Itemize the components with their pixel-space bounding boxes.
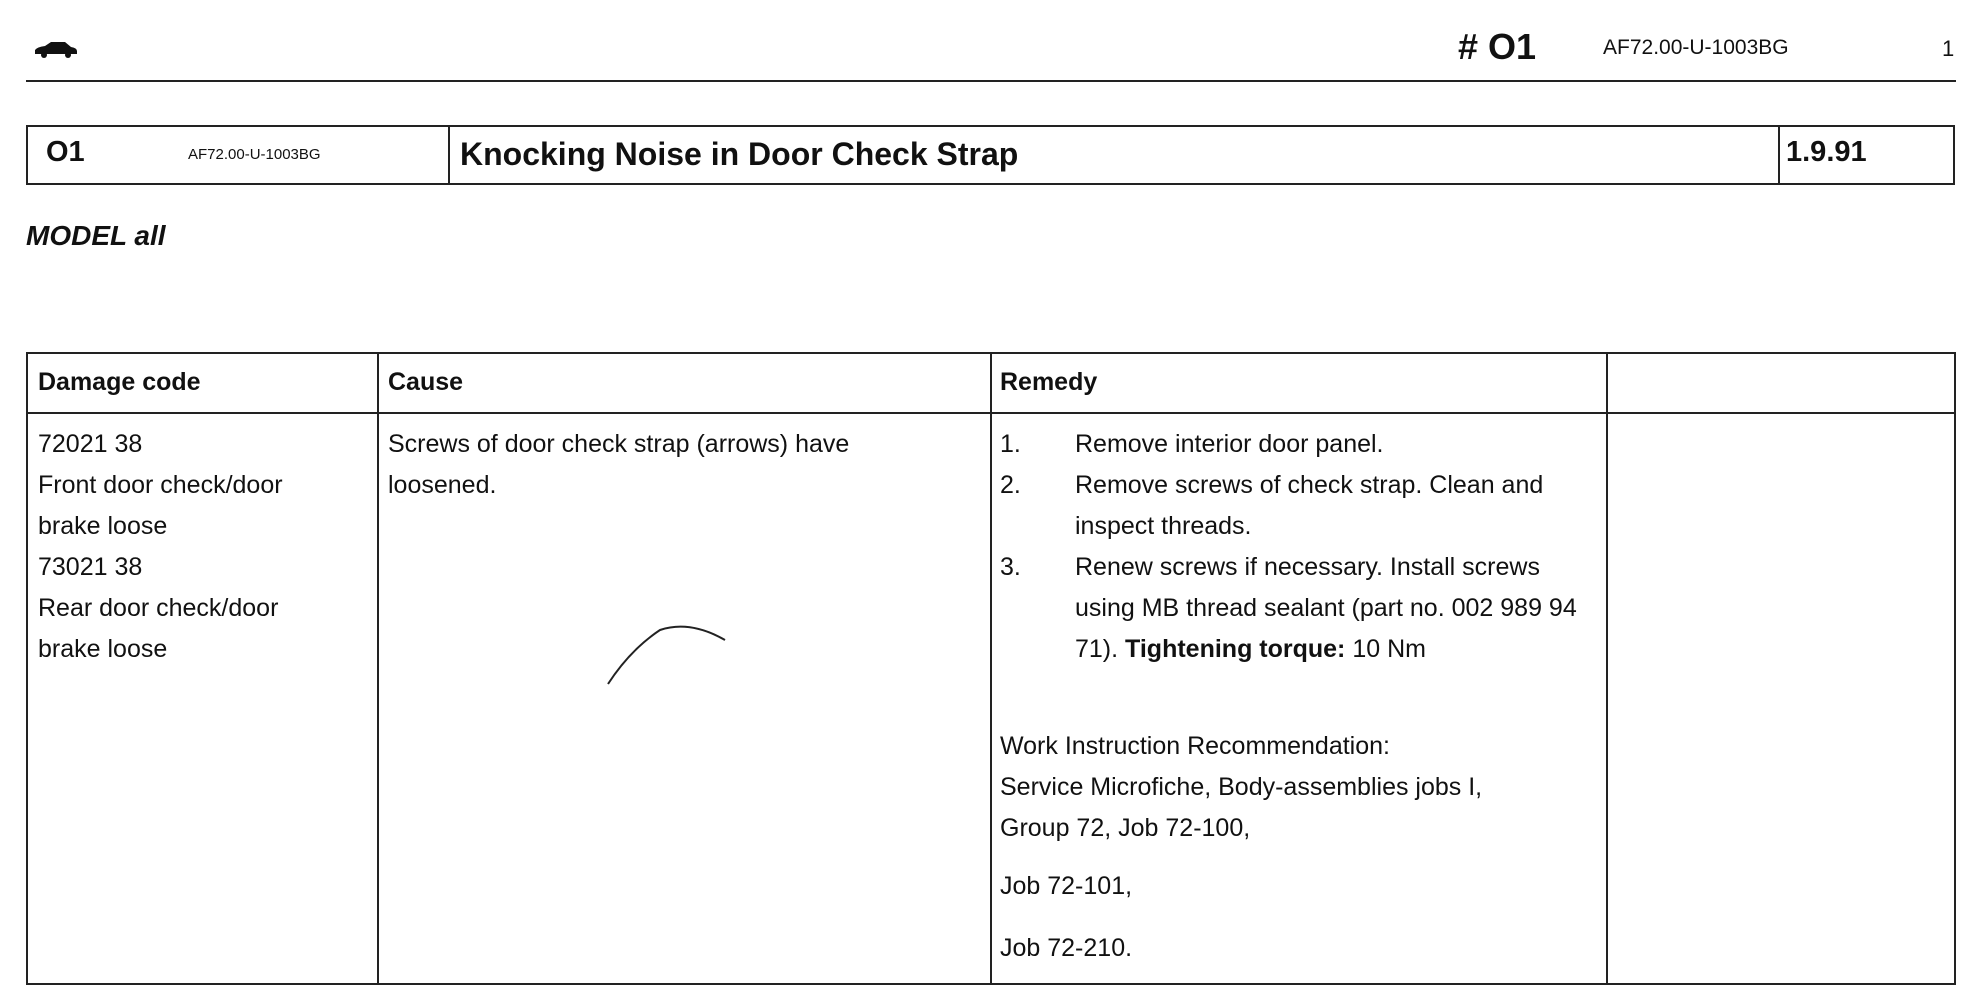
cause-line: loosened. (388, 471, 497, 499)
instruction-line: Group 72, Job 72-100, (1000, 814, 1251, 842)
column-header-remedy: Remedy (1000, 368, 1098, 396)
job-line: Job 72-101, (1000, 872, 1133, 900)
step-number: 2. (1000, 471, 1021, 499)
instruction-line: Work Instruction Recommendation: (1000, 732, 1390, 760)
title-code: AF72.00-U-1003BG (188, 146, 321, 163)
remedy-step (1000, 465, 1600, 547)
torque-label: Tightening torque: (1125, 635, 1346, 663)
remedy-step (1000, 547, 1600, 670)
step-text-main: Renew screws if necessary. Install screws using MB thread sealant (part no. 002 989 94 71). (1075, 553, 1577, 663)
remedy-steps (1000, 424, 1600, 670)
step-number: 1. (1000, 430, 1021, 458)
damage-code-line: brake loose (38, 512, 168, 540)
remedy-step (1000, 424, 1600, 465)
column-divider (1606, 354, 1608, 983)
damage-code-cell (38, 424, 283, 670)
header-number: # O1 (1458, 26, 1537, 67)
title-divider (448, 127, 450, 183)
step-text: Remove interior door panel. (1075, 430, 1384, 458)
column-header-cause: Cause (388, 368, 464, 396)
damage-code-line: Front door check/door (38, 471, 283, 499)
step-number: 3. (1000, 553, 1021, 581)
torque-value: 10 Nm (1345, 635, 1426, 663)
work-instruction (1000, 726, 1482, 849)
header-divider (26, 80, 1956, 82)
damage-code-line: Rear door check/door (38, 594, 279, 622)
title-date: 1.9.91 (1786, 136, 1867, 168)
damage-table (26, 352, 1956, 985)
column-header-damage-code: Damage code (38, 368, 201, 396)
header-code: AF72.00-U-1003BG (1603, 36, 1789, 59)
model-line: MODEL all (26, 220, 166, 251)
damage-code-line: 72021 38 (38, 430, 143, 458)
car-icon (33, 40, 79, 58)
cause-cell (388, 424, 849, 506)
column-divider (990, 354, 992, 983)
damage-code-line: 73021 38 (38, 553, 143, 581)
step-text (1075, 547, 1600, 670)
step-text: Remove screws of check strap. Clean and inspect threads. (1075, 471, 1544, 540)
title-number: O1 (46, 136, 85, 168)
job-line: Job 72-210. (1000, 934, 1133, 962)
column-divider (377, 354, 379, 983)
cause-line: Screws of door check strap (arrows) have (388, 430, 850, 458)
title-box (26, 125, 1955, 185)
page-number: 1 (1942, 36, 1955, 61)
instruction-line: Service Microfiche, Body-assemblies jobs I, (1000, 773, 1483, 801)
damage-code-line: brake loose (38, 635, 168, 663)
header-row-divider (28, 412, 1954, 414)
pen-stroke (600, 620, 740, 690)
title-divider (1778, 127, 1780, 183)
page-title: Knocking Noise in Door Check Strap (460, 136, 1019, 172)
